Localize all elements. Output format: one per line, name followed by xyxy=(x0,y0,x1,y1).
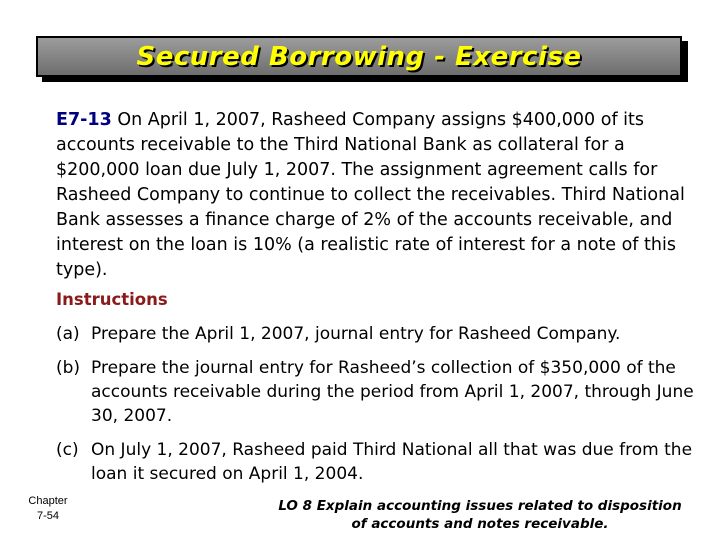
lo-line-1: LO 8 Explain accounting issues related to disposition xyxy=(278,498,682,514)
instruction-label: (b) xyxy=(56,358,81,378)
instruction-list xyxy=(56,322,706,496)
instruction-label: (a) xyxy=(56,324,80,344)
instruction-label: (c) xyxy=(56,440,79,460)
chapter-page-label xyxy=(18,494,78,524)
instruction-text: Prepare the April 1, 2007, journal entry for Rasheed Company. xyxy=(91,324,621,344)
chapter-label: Chapter xyxy=(28,495,68,507)
learning-objective xyxy=(255,497,705,533)
instruction-text: On July 1, 2007, Rasheed paid Third National all that was due from the loan it secured on April 1, 2004. xyxy=(91,440,693,484)
title-banner xyxy=(36,36,682,77)
instruction-item-c xyxy=(56,438,706,486)
instruction-item-a xyxy=(56,322,706,346)
instruction-text: Prepare the journal entry for Rasheed’s collection of $350,000 of the accounts receivable during the period from April 1, 2007, through June 30, 2007. xyxy=(91,358,694,426)
exercise-code: E7-13 xyxy=(56,110,112,130)
slide-title: Secured Borrowing - Exercise xyxy=(136,41,582,72)
lo-line-2: of accounts and notes receivable. xyxy=(351,516,609,532)
instructions-heading: Instructions xyxy=(56,290,168,309)
page-number: 7-54 xyxy=(36,510,60,522)
exercise-paragraph xyxy=(56,108,696,283)
instruction-item-b xyxy=(56,356,706,428)
exercise-text: On April 1, 2007, Rasheed Company assigns $400,000 of its accounts receivable to the Third National Bank as collateral for a $200,000 loan due July 1, 2007. The assignment agreement calls for Rasheed Company to continue to collect the receivables. Third National Bank assesses a finance charge of 2% of the accounts receivable, and interest on the loan is 10% (a realistic rate of interest for a note of this type). xyxy=(56,110,685,280)
